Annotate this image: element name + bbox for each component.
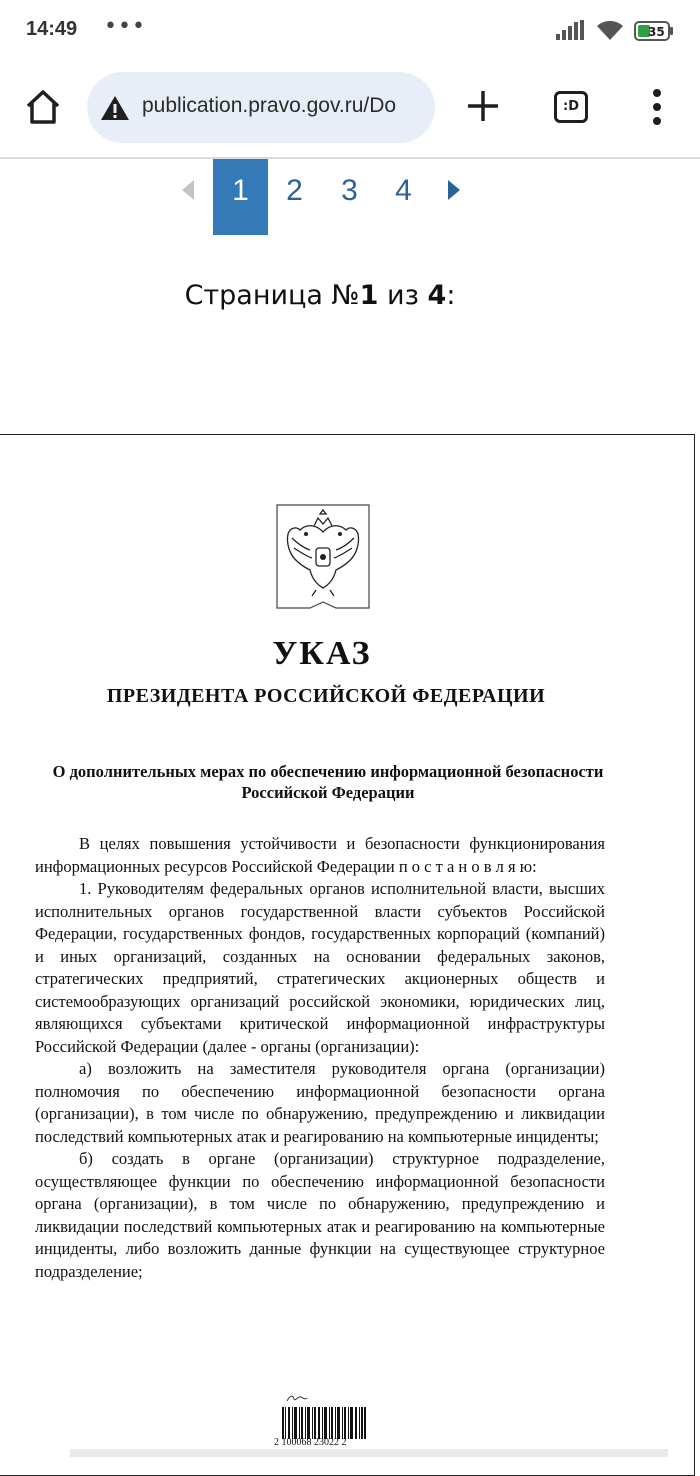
page-info-prefix: Страница № xyxy=(184,280,360,311)
prev-page-icon[interactable] xyxy=(180,179,196,201)
paragraph-1: 1. Руководителям федеральных органов исполнительной власти, высших исполнительных органов государственной власти субъектов Российской Федерации, государственных фондов, государственных корпораций (компаний) и иных организаций, созданных на основании федеральных законов, стратегических предприятий, стратегических акционерных обществ и системообразующих организаций российской экономики, юридических лиц, являющихся субъектами критической информационной инфраструктуры Российской Федерации (далее - органы (организации): xyxy=(35,879,605,1056)
document-title: УКАЗ xyxy=(272,635,372,672)
page-link-3[interactable]: 3 xyxy=(341,174,358,207)
battery-level: 35 xyxy=(648,25,665,39)
barcode-number: 2 100068 23022 2 xyxy=(274,1437,347,1448)
home-icon[interactable] xyxy=(24,88,62,126)
paragraph-1a: а) возложить на заместителя руководителя органа (организации) полномочия по обеспечению информационной безопасности органа (организации), в том числе по обнаружению, предупреждению и ликвидации последствий компьютерных атак и реагированию на компьютерные инциденты; xyxy=(35,1059,605,1146)
barcode xyxy=(274,1393,374,1453)
status-bar xyxy=(0,0,700,62)
url-fade xyxy=(405,72,435,143)
signature-mark xyxy=(286,1393,308,1403)
coat-of-arms-icon xyxy=(276,504,370,610)
tabs-button[interactable]: :D xyxy=(554,91,588,123)
document-page xyxy=(0,434,695,1476)
notification-dots: ••• xyxy=(104,14,146,39)
page-info-suffix: : xyxy=(446,280,456,311)
document-subtitle: ПРЕЗИДЕНТА РОССИЙСКОЙ ФЕДЕРАЦИИ xyxy=(106,685,546,707)
pagination xyxy=(0,159,700,235)
document-body xyxy=(35,833,605,1283)
barcode-bars xyxy=(282,1407,366,1439)
wifi-icon xyxy=(596,18,624,42)
page-link-1[interactable]: 1 xyxy=(213,159,268,235)
status-time: 14:49 xyxy=(26,18,78,40)
paragraph-preamble: В целях повышения устойчивости и безопасности функционирования информационных ресурсов Российской Федерации п о с т а н о в л я ю: xyxy=(35,834,605,876)
warning-icon[interactable] xyxy=(99,94,131,122)
page-link-2[interactable]: 2 xyxy=(286,174,303,207)
menu-icon[interactable] xyxy=(646,88,668,126)
page-info-current: 1 xyxy=(359,280,379,311)
paragraph-1b: б) создать в органе (организации) структурное подразделение, осуществляющее функции по обеспечению информационной безопасности органа (организации), в том числе по обнаружению, предупреждению и ликвидации последствий компьютерных атак и реагированию на компьютерные инциденты, либо возложить данные функции на существующее структурное подразделение; xyxy=(35,1149,605,1281)
document-heading: О дополнительных мерах по обеспечению информационной безопасности Российской Федерации xyxy=(52,762,604,802)
plus-icon[interactable] xyxy=(463,86,503,126)
battery-icon xyxy=(634,20,674,42)
url-text[interactable]: publication.pravo.gov.ru/Do xyxy=(142,94,397,117)
page-info-total: 4 xyxy=(427,280,447,311)
address-bar[interactable] xyxy=(87,72,435,143)
page-info xyxy=(0,280,640,311)
page-link-4[interactable]: 4 xyxy=(395,174,412,207)
next-page-edge xyxy=(70,1449,668,1457)
page-info-middle: из xyxy=(378,280,428,311)
next-page-icon[interactable] xyxy=(446,179,462,201)
signal-icon xyxy=(556,20,586,42)
